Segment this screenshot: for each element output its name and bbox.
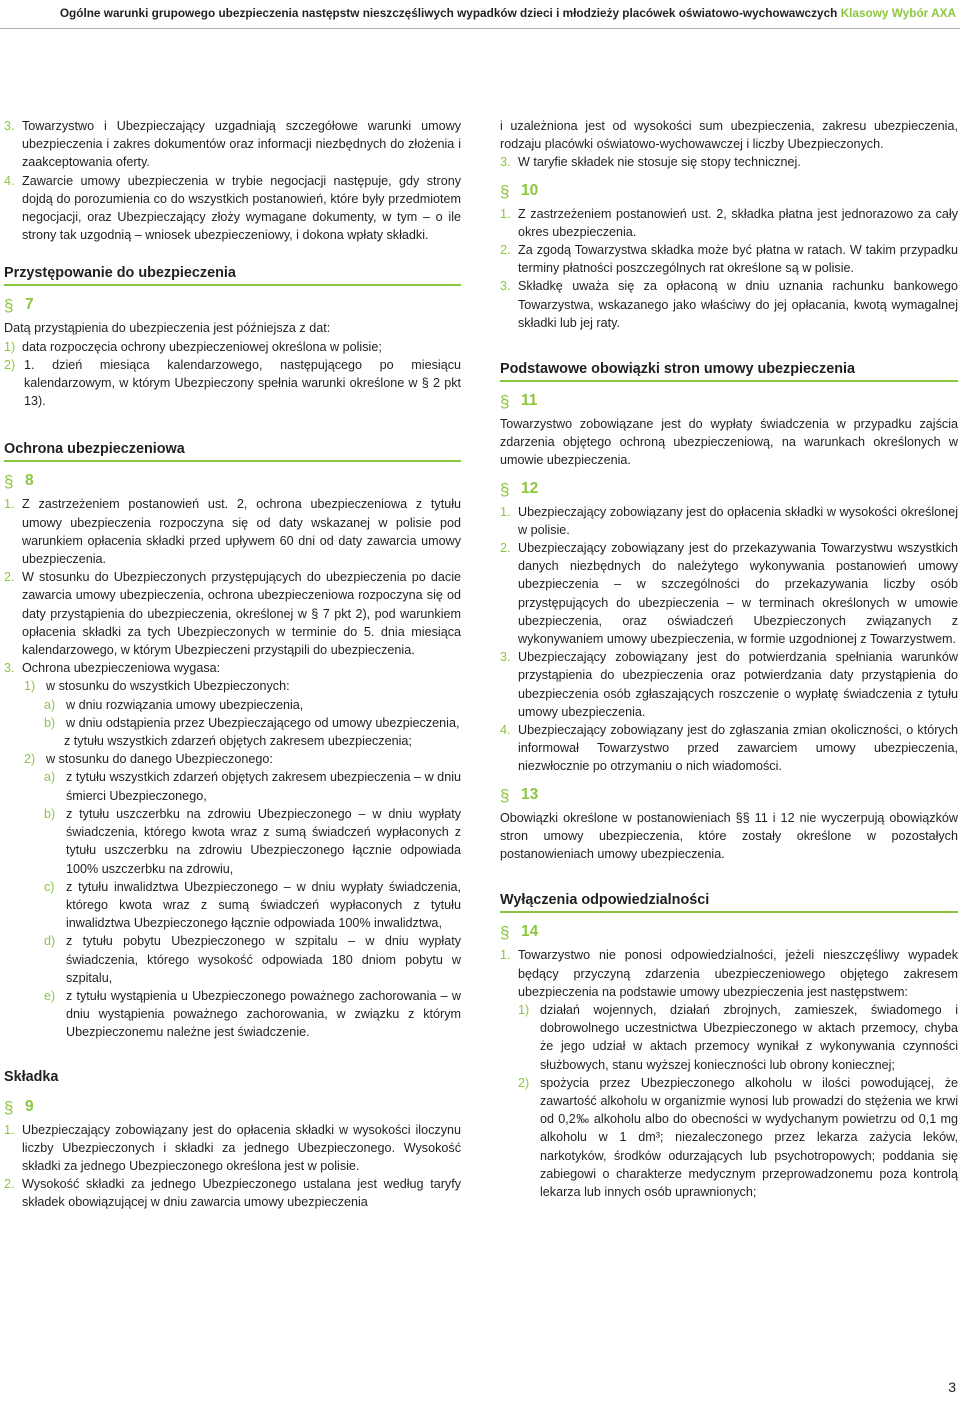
section-heading: Wyłączenia odpowiedzialności	[500, 891, 958, 913]
list-subsubitem: b) z tytułu uszczerbku na zdrowiu Ubezpieczonego – w dniu wypłaty świadczenia, którego kwota wraz z sumą świadczeń wypłaconych z tytułu uszczerbku na zdrowiu Ubezpieczonego łącznie odpowiada 100% uszczerbku na zdrowiu,	[44, 806, 461, 876]
list-subsubitem: a) z tytułu wszystkich zdarzeń objętych zakresem ubezpieczenia – w dniu śmierci Ubezpieczonego,	[44, 770, 461, 803]
list-item: 4. Ubezpieczający zobowiązany jest do zgłaszania zmian okoliczności, o których informował Towarzystwo przed zawarciem umowy ubezpieczenia, niezwłocznie po otrzymaniu o nich wiadomości.	[500, 723, 958, 774]
paragraph-heading: § 10	[500, 180, 958, 202]
list-item: 1. Z zastrzeżeniem postanowień ust. 2, składka płatna jest jednorazowo za cały okres ubezpieczenia.	[500, 206, 958, 239]
paragraph-text: Obowiązki określone w postanowieniach §§ 11 i 12 nie wyczerpują obowiązków stron umowy ubezpieczenia, które zostały określone w pozostałych postanowieniach umowy ubezpieczenia.	[500, 810, 958, 862]
list-subsubitem: a) w dniu rozwiązania umowy ubezpieczenia,	[44, 697, 304, 712]
list-item: 1. Z zastrzeżeniem postanowień ust. 2, ochrona ubezpieczeniowa z tytułu umowy ubezpieczenia rozpoczyna się od daty wskazanej w polisie pod warunkiem opłacenia składki przed upływem 60 dni od daty zawarcia umowy ubezpieczenia.	[4, 497, 461, 567]
list-item: 3. Ubezpieczający zobowiązany jest do potwierdzania spełniania warunków przystąpienia do ubezpieczenia oraz potwierdzania daty przystąpienia do ubezpieczenia osób zgłaszających roszczenie o wypłatę świadczenia z tytułu umowy ubezpieczenia.	[500, 650, 958, 719]
paragraph-heading: § 9	[4, 1096, 461, 1118]
list-item: 1. Towarzystwo nie ponosi odpowiedzialności, jeżeli nieszczęśliwy wypadek będący przyczyną zdarzenia ubezpieczeniowego objętego zakresem ubezpieczenia na podstawie umowy ubezpieczenia jest następstwem:	[500, 948, 958, 999]
continued-paragraph: i uzależniona jest od wysokości sum ubezpieczenia, zakresu ubezpieczenia, rodzaju placówki oświatowo-wychowawczej i liczby Ubezpieczonych.	[500, 119, 958, 152]
list-item: 3. Ochrona ubezpieczeniowa wygasa:	[4, 661, 221, 676]
section-sign-icon	[4, 296, 17, 314]
list-item: 4. Zawarcie umowy ubezpieczenia w trybie negocjacji następuje, gdy strony dojdą do porozumienia co do wszystkich postanowień, które były przedmiotem negocjacji, oraz Ubezpieczający złoży wymagane dokumenty, w tym – o ile strony tak uzgodnią – wniosek ubezpieczeniowy, i dokona wpłaty składki.	[4, 173, 461, 243]
section-sign-icon	[4, 472, 17, 490]
section-heading: Składka	[4, 1068, 59, 1085]
list-subitem: 2) w stosunku do danego Ubezpieczonego:	[24, 752, 273, 767]
paragraph-heading: § 7	[4, 294, 461, 316]
paragraph-heading: § 12	[500, 478, 958, 500]
section-heading: Podstawowe obowiązki stron umowy ubezpieczenia	[500, 360, 958, 382]
list-tail-text: z tytułu wszystkich zdarzeń objętych zakresem ubezpieczenia;	[64, 734, 412, 749]
header-product: Klasowy Wybór AXA	[840, 6, 956, 20]
list-item: 2. W stosunku do Ubezpieczonych przystępujących do ubezpieczenia po dacie zawarcia umowy ubezpieczenia, ochrona ubezpieczeniowa rozpoczyna się od daty przystąpienia do ubezpieczenia, określonej w § 7 pkt 2), pod warunkiem opłacenia składki za tych Ubezpieczonych w terminie do 5. dnia miesiąca kalendarzowego, w którym Ubezpieczeni przystąpili do ubezpieczenia.	[4, 570, 461, 658]
paragraph-heading: § 11	[500, 390, 958, 412]
list-subsubitem: d) z tytułu pobytu Ubezpieczonego w szpitalu – w dniu wypłaty świadczenia, którego wysokość odpowiada 180 dniom pobytu w szpitalu,	[44, 934, 461, 985]
list-subsubitem: e) z tytułu wystąpienia u Ubezpieczonego poważnego zachorowania – w dniu wystąpienia poważnego zachorowania, w związku z którym Ubezpieczonemu należne jest świadczenie.	[44, 988, 461, 1040]
section-sign-icon	[4, 1098, 17, 1116]
paragraph-lead: Datą przystąpienia do ubezpieczenia jest późniejsza z dat:	[4, 321, 331, 336]
list-item: 2. Ubezpieczający zobowiązany jest do przekazywania Towarzystwu wszystkich danych niezbędnych do należytego wykonywania postanowień umowy ubezpieczenia – w szczególności do przekazywania liczby osób przystępujących do ubezpieczenia – w terminach określonych w umowie ubezpieczenia, oraz oświadczeń Ubezpieczonych związanych z wykonywaniem umowy ubezpieczenia, w formie uzgodnionej z Towarzystwem.	[500, 541, 958, 647]
running-header	[0, 4, 956, 24]
section-sign-icon	[500, 786, 513, 804]
list-item: 1. Ubezpieczający zobowiązany jest do opłacenia składki w wysokości określonej w polisie.	[500, 504, 958, 537]
paragraph-heading: § 14	[500, 921, 958, 943]
section-sign-icon	[500, 480, 513, 498]
section-sign-icon	[500, 182, 513, 200]
header-rule	[0, 28, 960, 29]
list-item: 2. Za zgodą Towarzystwa składka może być płatna w ratach. W takim przypadku terminy płatności poszczególnych rat określone są w polisie.	[500, 243, 958, 276]
paragraph-heading: § 13	[500, 784, 958, 806]
list-item: 1. Ubezpieczający zobowiązany jest do opłacenia składki w wysokości iloczynu liczby Ubezpieczonych i składki za jednego Ubezpieczonego. Wysokość składki za jednego Ubezpieczonego określona jest w polisie.	[4, 1122, 461, 1173]
paragraph-text: Towarzystwo zobowiązane jest do wypłaty świadczenia w przypadku zajścia zdarzenia objętego ochroną ubezpieczeniową, na warunkach określonych w umowie ubezpieczenia.	[500, 417, 958, 468]
list-subitem: 1) w stosunku do wszystkich Ubezpieczonych:	[24, 679, 290, 694]
page-number: 3	[948, 1378, 956, 1395]
list-item: 1) data rozpoczęcia ochrony ubezpieczeniowej określona w polisie;	[4, 339, 382, 354]
list-subitem: 2) spożycia przez Ubezpieczonego alkoholu w ilości powodującej, że zawartość alkoholu w organizmie wynosi lub prowadzi do stężenia we krwi od 0,2‰ alkoholu albo do obecności w wydychanym powietrzu od 0,1 mg alkoholu w 1 dm³; niezaleczonego przez lekarza zażycia leków, narkotyków, środków odurzających lub psychotropowych; poddania się zabiegowi o charakterze medycznym przeprowadzonemu poza kontrolą lekarza lub innych osób uprawnionych;	[518, 1075, 958, 1199]
list-subitem: 1) działań wojennych, działań zbrojnych, zamieszek, świadomego i dobrowolnego uczestnictwa Ubezpieczonego w aktach przemocy, chyba że jego udział w aktach przemocy wynikał z wykonywania czynności służbowych, stanu wyższej konieczności lub obrony koniecznej;	[518, 1002, 958, 1072]
section-heading: Ochrona ubezpieczeniowa	[4, 440, 461, 462]
section-sign-icon	[500, 392, 513, 410]
list-item: 3. Składkę uważa się za opłaconą w dniu uznania rachunku bankowego Towarzystwa, wskazanego jako właściwy do jej opłacania, kwotą wymagalnej składki lub jej raty.	[500, 279, 958, 330]
list-subsubitem: b) w dniu odstąpienia przez Ubezpieczającego od umowy ubezpieczenia,	[44, 715, 460, 730]
list-item: 2) 1. dzień miesiąca kalendarzowego, następującego po miesiącu kalendarzowym, w którym Ubezpieczony spełnia warunki określone w § 2 pkt 13).	[4, 357, 461, 409]
paragraph-heading: § 8	[4, 470, 461, 492]
header-title: Ogólne warunki grupowego ubezpieczenia następstw nieszczęśliwych wypadków dzieci i młodzieży placówek oświatowo-wychowawczych	[59, 6, 838, 20]
section-heading: Przystępowanie do ubezpieczenia	[4, 264, 461, 286]
list-item: 2. Wysokość składki za jednego Ubezpieczonego ustalana jest według taryfy składek obowiązującej w dniu zawarcia umowy ubezpieczenia	[4, 1177, 461, 1210]
left-column	[4, 117, 461, 1212]
right-column	[500, 117, 958, 1201]
list-subsubitem: c) z tytułu inwalidztwa Ubezpieczonego – w dniu wypłaty świadczenia, którego kwota wraz z sumą świadczeń wypłaconych z tytułu inwalidztwa Ubezpieczonego łącznie odpowiada 100% inwalidztwa,	[44, 879, 461, 931]
list-item: 3. W taryfie składek nie stosuje się stopy technicznej.	[500, 155, 801, 170]
list-item: 3. Towarzystwo i Ubezpieczający uzgadniają szczegółowe warunki umowy ubezpieczenia i zakres dokumentów oraz informacji niezbędnych do złożenia i zaakceptowania oferty.	[4, 119, 461, 170]
section-sign-icon	[500, 923, 513, 941]
